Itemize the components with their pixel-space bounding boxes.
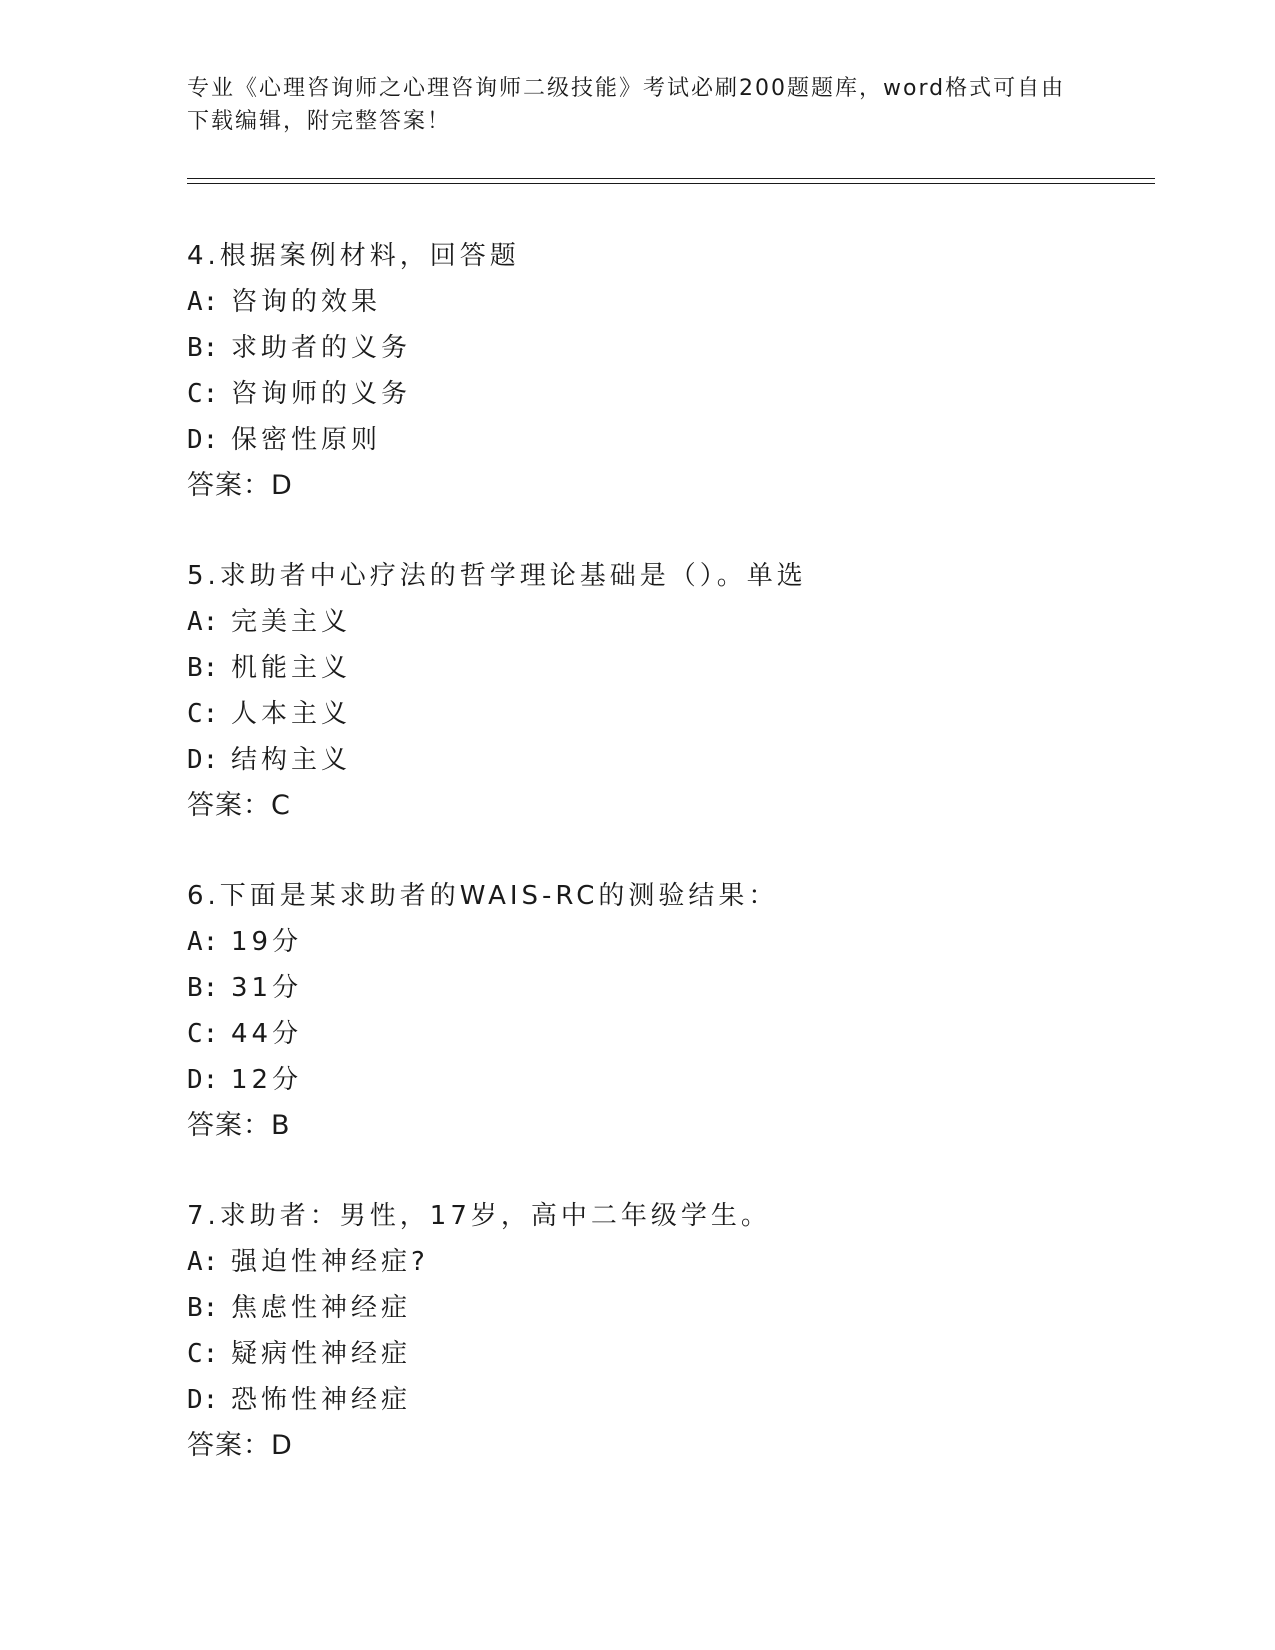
option-text: 31分	[231, 973, 303, 1003]
option-text: 机能主义	[231, 653, 352, 683]
option-a	[187, 1239, 1127, 1285]
option-letter: B:	[187, 1293, 219, 1323]
option-letter: B:	[187, 333, 219, 363]
option-letter: B:	[187, 653, 219, 683]
option-letter: D:	[187, 1065, 219, 1095]
option-a	[187, 279, 1127, 325]
header-divider-bottom	[187, 183, 1155, 184]
option-letter: D:	[187, 425, 219, 455]
option-text: 咨询的效果	[231, 287, 382, 317]
answer-line: 答案：B	[187, 1110, 291, 1141]
option-text: 19分	[231, 927, 303, 957]
option-letter: C:	[187, 379, 219, 409]
option-letter: C:	[187, 1339, 219, 1369]
option-text: 求助者的义务	[231, 333, 412, 363]
option-text: 完美主义	[231, 607, 352, 637]
answer-line: 答案：D	[187, 1430, 293, 1461]
option-letter: A:	[187, 607, 219, 637]
option-d	[187, 1377, 1127, 1423]
option-b	[187, 1285, 1127, 1331]
question-stem: 6.下面是某求助者的WAIS-RC的测验结果：	[187, 881, 779, 911]
option-letter: C:	[187, 1019, 219, 1049]
option-a	[187, 599, 1127, 645]
document-header	[187, 72, 1067, 138]
question-5	[187, 553, 1127, 829]
question-6	[187, 873, 1127, 1149]
question-stem: 7.求助者：男性，17岁，高中二年级学生。	[187, 1201, 771, 1231]
option-letter: C:	[187, 699, 219, 729]
option-d	[187, 1057, 1127, 1103]
option-text: 强迫性神经症?	[231, 1247, 429, 1277]
option-text: 恐怖性神经症	[231, 1385, 412, 1415]
answer-line: 答案：C	[187, 790, 291, 821]
question-4	[187, 233, 1127, 509]
option-c	[187, 1331, 1127, 1377]
option-text: 44分	[231, 1019, 303, 1049]
option-letter: A:	[187, 1247, 219, 1277]
option-a	[187, 919, 1127, 965]
option-d	[187, 737, 1127, 783]
option-letter: D:	[187, 745, 219, 775]
option-text: 人本主义	[231, 699, 352, 729]
option-b	[187, 325, 1127, 371]
option-letter: B:	[187, 973, 219, 1003]
option-text: 12分	[231, 1065, 303, 1095]
option-text: 疑病性神经症	[231, 1339, 412, 1369]
option-text: 保密性原则	[231, 425, 382, 455]
option-text: 结构主义	[231, 745, 352, 775]
option-b	[187, 645, 1127, 691]
header-divider-top	[187, 178, 1155, 179]
option-c	[187, 691, 1127, 737]
question-stem: 4.根据案例材料，回答题	[187, 241, 520, 271]
question-stem: 5.求助者中心疗法的哲学理论基础是（）。单选	[187, 561, 807, 591]
question-7	[187, 1193, 1127, 1469]
option-letter: A:	[187, 927, 219, 957]
option-d	[187, 417, 1127, 463]
option-c	[187, 371, 1127, 417]
header-text: 专业《心理咨询师之心理咨询师二级技能》考试必刷200题题库，word格式可自由下载编辑，附完整答案！	[187, 76, 1066, 134]
option-b	[187, 965, 1127, 1011]
option-letter: D:	[187, 1385, 219, 1415]
option-letter: A:	[187, 287, 219, 317]
option-c	[187, 1011, 1127, 1057]
option-text: 咨询师的义务	[231, 379, 412, 409]
answer-line: 答案：D	[187, 470, 293, 501]
option-text: 焦虑性神经症	[231, 1293, 412, 1323]
